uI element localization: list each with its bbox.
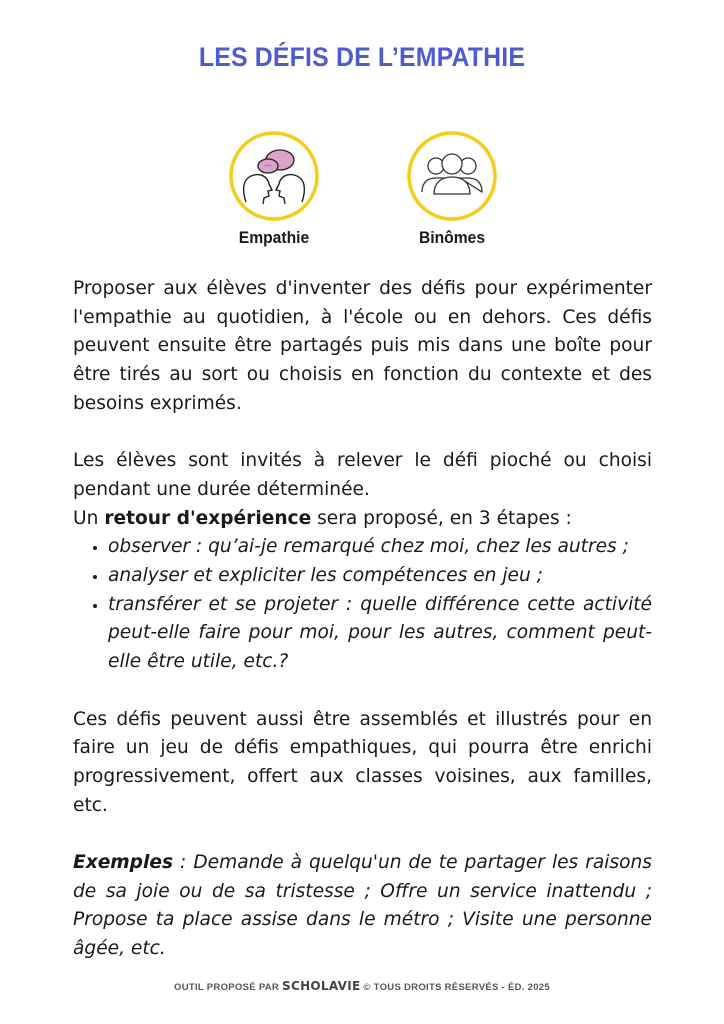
pairs-icon — [406, 130, 498, 222]
list-item: • transférer et se projeter : quelle différence cette activité peut-elle faire pour moi, pour les autres, comment peut-elle être utile, etc.? — [108, 591, 652, 677]
intro-paragraph: Proposer aux élèves d'inventer des défis pour expérimenter l'empathie au quotidien, à l'école ou en dehors. Ces défis peuvent ensuite être partagés puis mis dans une boîte pour être tirés au sort ou choisis en fonction du contexte et des besoins exprimés. — [73, 278, 652, 414]
empathy-label: Empathie — [238, 228, 310, 247]
body-text — [73, 275, 652, 964]
steps-list — [73, 533, 652, 677]
examples-label: Exemples — [73, 852, 174, 874]
page-title: LES DÉFIS DE L’EMPATHIE — [198, 42, 526, 72]
list-item: • observer : qu’ai-je remarqué chez moi, chez les autres ; — [108, 533, 652, 562]
game-paragraph: Ces défis peuvent aussi être assemblés et illustrés pour en faire un jeu de défis empathiques, qui pourra être enrichi progressivement, offert aux classes voisines, aux familles, etc. — [73, 708, 652, 816]
brand-logo: SCHOLAVIE — [282, 979, 361, 993]
pairs-label: Binômes — [418, 228, 486, 247]
challenge-paragraph: Les élèves sont invités à relever le défi pioché ou choisi pendant une durée déterminée. — [73, 450, 652, 500]
list-item: • analyser et expliciter les compétences en jeu ; — [108, 562, 652, 591]
footer: OUTIL PROPOSÉ PAR SCHOLAVIE © TOUS DROITS RÉSERVÉS - ÉD. 2025 — [174, 979, 550, 993]
empathy-icon — [228, 130, 320, 222]
feedback-bold: retour d'expérience — [104, 507, 312, 529]
examples-paragraph: Exemples : Demande à quelqu'un de te partager les raisons de sa joie ou de sa tristesse ; Offre un service inattendu ; Propose ta place assise dans le métro ; Visite une personne âgée, etc. — [73, 852, 652, 960]
feedback-paragraph: Un retour d'expérience sera proposé, en 3 étapes : — [73, 507, 572, 529]
svg-text:···: ··· — [264, 162, 272, 170]
